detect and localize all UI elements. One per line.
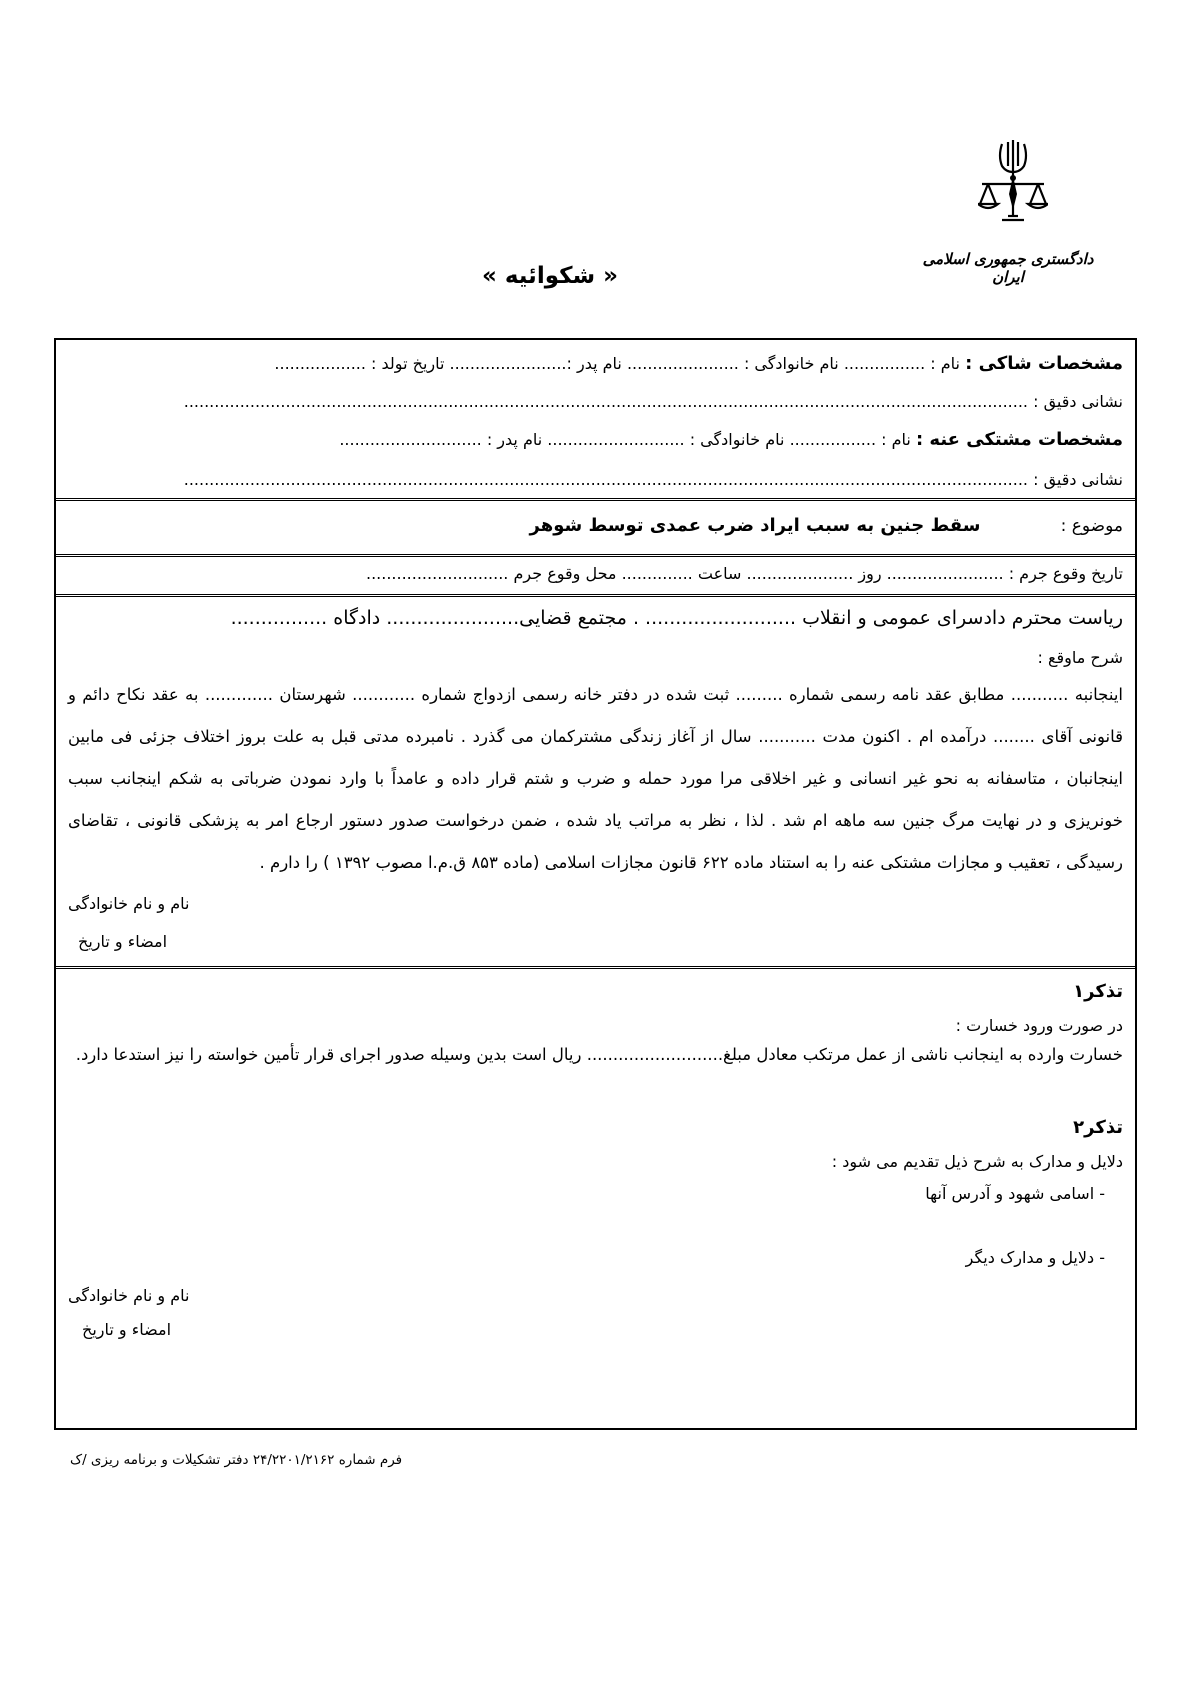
- note2-item-witnesses: - اسامی شهود و آدرس آنها: [925, 1184, 1105, 1203]
- subject-row: [68, 514, 1123, 538]
- signature-sign-label: امضاء و تاریخ: [82, 1320, 172, 1339]
- defendant-row: [68, 428, 1123, 452]
- iran-judiciary-emblem-icon: [978, 138, 1048, 224]
- note1-intro: در صورت ورود خسارت :: [955, 1016, 1123, 1035]
- plaintiff-address[interactable]: نشانی دقیق : ......................................................................................................................................................................: [183, 392, 1123, 411]
- subject-label: موضوع :: [1060, 516, 1123, 536]
- note2-item-evidence: - دلایل و مدارک دیگر: [965, 1248, 1105, 1267]
- notes-section: [56, 970, 1135, 1430]
- emblem: [918, 138, 1098, 286]
- signature-name-label: نام و نام خانوادگی: [68, 894, 190, 913]
- defendant-heading: مشخصات مشتکی عنه :: [915, 429, 1123, 450]
- subject-section: [56, 502, 1135, 550]
- divider: [56, 554, 1135, 557]
- divider: [56, 498, 1135, 501]
- crime-section: [56, 558, 1135, 594]
- plaintiff-heading: مشخصات شاکی :: [965, 353, 1123, 374]
- complaint-form: [54, 338, 1137, 1430]
- note2-intro: دلایل و مدارک به شرح ذیل تقدیم می شود :: [831, 1152, 1123, 1171]
- page-title: « شکوائیه »: [481, 263, 618, 289]
- signature-name-label: نام و نام خانوادگی: [68, 1286, 190, 1305]
- facts-body: اینجانبه ........... مطابق عقد نامه رسمی شماره ......... ثبت شده در دفتر خانه رسمی ازدواج شماره ............ شهرستان ............. به عقد نکاح دائم و قانونی آقای ........ درآمده ام . اکنون مدت ........... سال از آغاز زندگی مشترکمان می گذرد . نامبرده مدتی قبل به علت بروز اختلاف جزئی فی مابین اینجانبان ، متاسفانه به نحو غیر انسانی و غیر اخلاقی مرا مورد حمله و ضرب و شتم قرار داده و عامداً با وارد نمودن ضرباتی به شکم اینجانب سبب خونریزی و در نهایت مرگ جنین سه ماهه ام شد . لذا ، نظر به مراتب یاد شده ، ضمن درخواست صدور دستور ارجاع امر به پزشکی قانونی ، تقاضای رسیدگی ، تعقیب و مجازات مشتکی عنه را به استناد ماده ۶۲۲ قانون مجازات اسلامی (ماده ۸۵۳ ق.م.ا مصوب ۱۳۹۲ ) را دارم .: [68, 685, 1123, 872]
- divider: [56, 966, 1135, 969]
- form-footer: فرم شماره ۲۴/۲۲۰۱/۲۱۶۲ دفتر تشکیلات و برنامه ریزی /ک: [70, 1452, 403, 1468]
- plaintiff-fields[interactable]: نام : ................ نام خانوادگی : ...................... نام پدر :....................... تاریخ تولد : ..................: [274, 354, 961, 373]
- emblem-caption: دادگستری جمهوری اسلامی ایران: [922, 250, 1094, 286]
- note1-heading: تذکر۱: [1073, 981, 1123, 1002]
- parties-section: [56, 340, 1135, 492]
- plaintiff-row: [68, 352, 1123, 376]
- subject-value: سقط جنین به سبب ایراد ضرب عمدی توسط شوهر: [529, 515, 981, 536]
- facts-section: [56, 598, 1135, 966]
- note2-heading: تذکر۲: [1073, 1117, 1123, 1138]
- addressee-line[interactable]: ریاست محترم دادسرای عمومی و انقلاب ......................... . مجتمع قضایی...................... دادگاه ................: [230, 607, 1123, 629]
- note1-body[interactable]: خسارت وارده به اینجانب ناشی از عمل مرتکب معادل مبلغ.......................... ریال است بدین وسیله صدور اجرای قرار تأمین خواسته را نیز استدعا دارد.: [75, 1045, 1123, 1064]
- signature-sign-label: امضاء و تاریخ: [78, 932, 168, 951]
- crime-details[interactable]: تاریخ وقوع جرم : ....................... روز ..................... ساعت .............. محل وقوع جرم ............................: [365, 564, 1123, 583]
- defendant-address[interactable]: نشانی دقیق : ......................................................................................................................................................................: [183, 470, 1123, 489]
- facts-label: شرح ماوقع :: [1037, 648, 1123, 667]
- defendant-fields[interactable]: نام : ................. نام خانوادگی : ........................... نام پدر : ............................: [339, 430, 911, 449]
- divider: [56, 594, 1135, 597]
